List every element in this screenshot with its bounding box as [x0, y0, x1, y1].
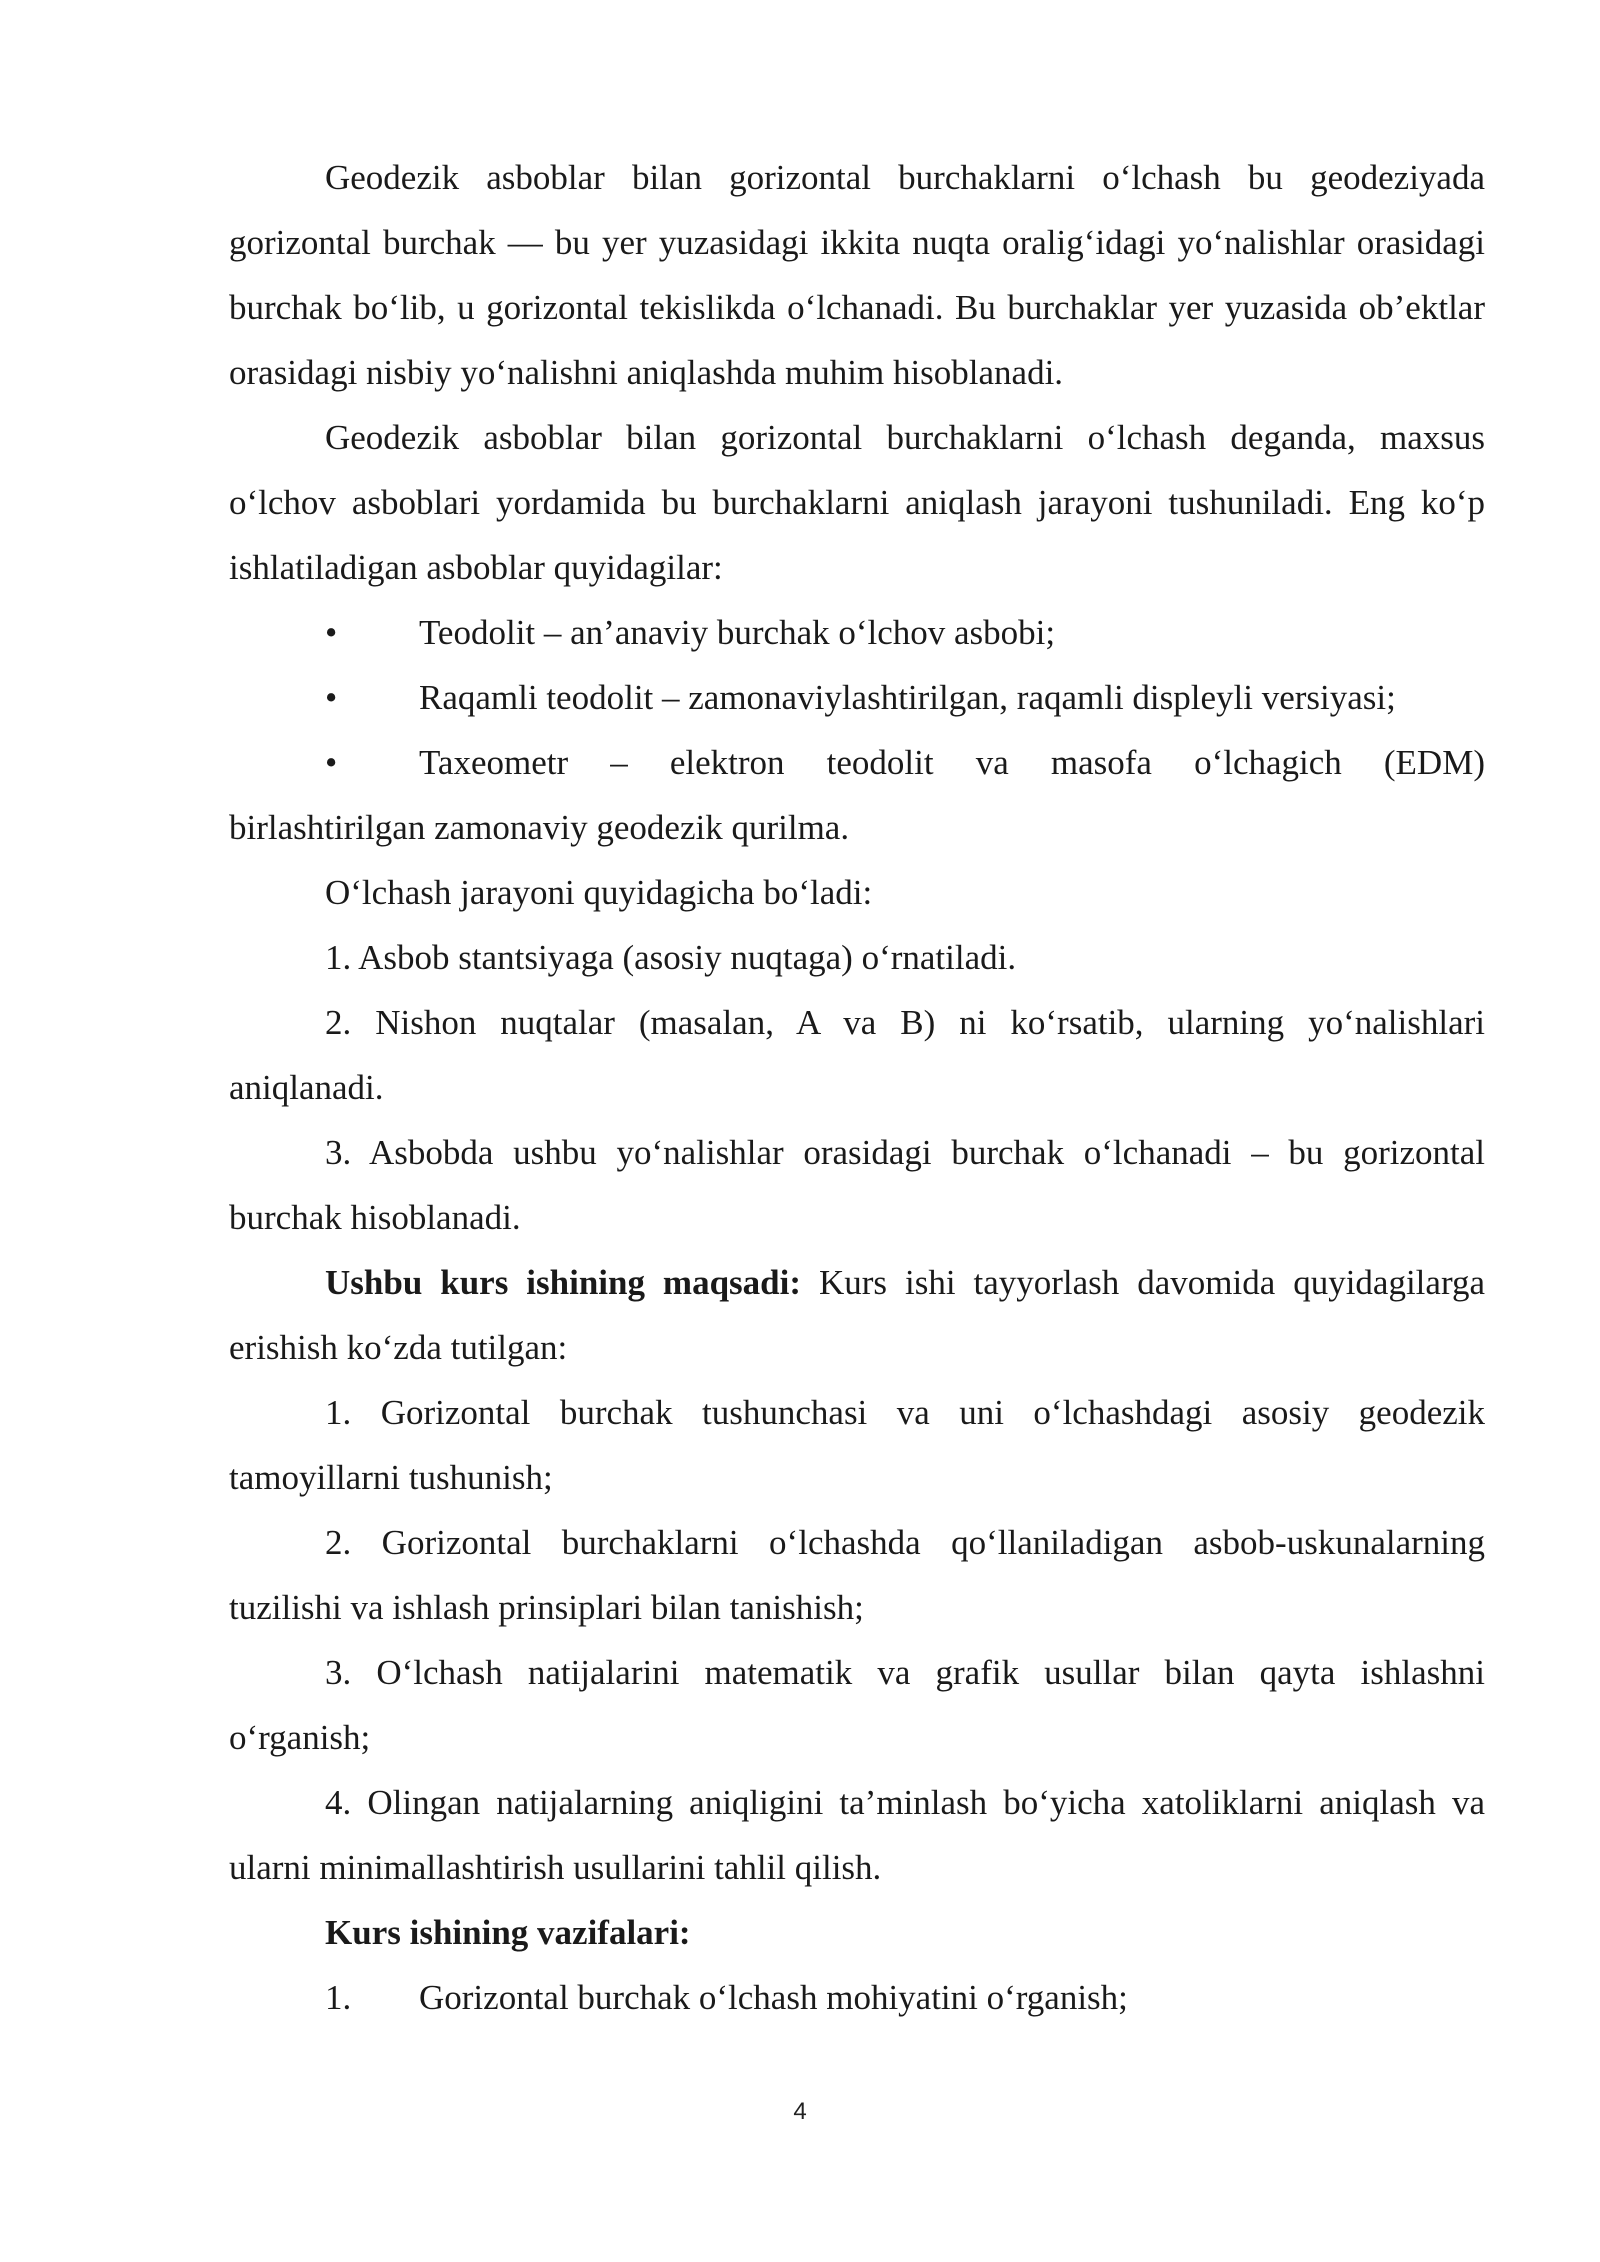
instruments-paragraph: Geodezik asboblar bilan gorizontal burchaklarni o‘lchash deganda, maxsus o‘lchov asboblari yordamida bu burchaklarni aniqlash jarayoni tushuniladi. Eng ko‘p ishlatiladigan asboblar quyidagilar: — [229, 418, 1485, 587]
bullet-icon: • — [325, 613, 338, 652]
bullet-text: Raqamli teodolit – zamonaviylashtirilgan, raqamli displeyli versiyasi; — [419, 678, 1396, 717]
task-number: 1. — [325, 1978, 352, 2017]
bullet-text: Taxeometr – elektron teodolit va masofa o‘lchagich (EDM) — [419, 743, 1485, 782]
goal-text: Kurs ishi tayyorlash davomida quyidagilarga erishish ko‘zda tutilgan: — [229, 1263, 1486, 1367]
tasks-heading-paragraph — [229, 1900, 1485, 1965]
page-number: 4 — [793, 2098, 807, 2125]
goal-item-1: 1. Gorizontal burchak tushunchasi va uni o‘lchashdagi asosiy geodezik tamoyillarni tushunish; — [229, 1393, 1485, 1497]
bullet-first-line — [229, 730, 1485, 795]
process-step-3: 3. Asbobda ushbu yo‘nalishlar orasidagi burchak o‘lchanadi – bu gorizontal burchak hisoblanadi. — [229, 1133, 1485, 1237]
goal-label: Ushbu kurs ishining maqsadi: — [325, 1263, 802, 1302]
process-step-2: 2. Nishon nuqtalar (masalan, A va B) ni ko‘rsatib, ularning yo‘nalishlari aniqlanadi. — [229, 1003, 1485, 1107]
bullet-icon: • — [325, 678, 338, 717]
task-item-1 — [229, 1965, 1485, 2030]
bullet-text: Teodolit – an’anaviy burchak o‘lchov asbobi; — [419, 613, 1056, 652]
tasks-heading: Kurs ishining vazifalari: — [325, 1913, 691, 1952]
process-step-1: 1. Asbob stantsiyaga (asosiy nuqtaga) o‘rnatiladi. — [325, 938, 1017, 977]
goal-item-4: 4. Olingan natijalarning aniqligini ta’minlash bo‘yicha xatoliklarni aniqlash va ularni minimallashtirish usullarini tahlil qilish. — [229, 1783, 1485, 1887]
bullet-icon: • — [325, 743, 338, 782]
goal-paragraph — [229, 1250, 1485, 1380]
task-text: Gorizontal burchak o‘lchash mohiyatini o‘rganish; — [419, 1978, 1128, 2017]
bullet-item-raqamli-teodolit — [229, 665, 1485, 730]
document-body — [229, 145, 1485, 2030]
bullet-item-taxeometr — [229, 730, 1485, 860]
goal-item-2: 2. Gorizontal burchaklarni o‘lchashda qo‘llaniladigan asbob-uskunalarning tuzilishi va ishlash prinsiplari bilan tanishish; — [229, 1523, 1485, 1627]
goal-item-3: 3. O‘lchash natijalarini matematik va grafik usullar bilan qayta ishlashni o‘rganish; — [229, 1653, 1485, 1757]
intro-paragraph: Geodezik asboblar bilan gorizontal burchaklarni o‘lchash bu geodeziyada gorizontal burchak — bu yer yuzasidagi ikkita nuqta oralig‘idagi yo‘nalishlar orasidagi burchak bo‘lib, u gorizontal tekislikda o‘lchanadi. Bu burchaklar yer yuzasida ob’ektlar orasidagi nisbiy yo‘nalishni aniqlashda muhim hisoblanadi. — [229, 158, 1485, 392]
bullet-item-teodolit — [229, 600, 1485, 665]
process-intro: O‘lchash jarayoni quyidagicha bo‘ladi: — [325, 873, 873, 912]
bullet-continuation: birlashtirilgan zamonaviy geodezik qurilma. — [229, 808, 850, 847]
